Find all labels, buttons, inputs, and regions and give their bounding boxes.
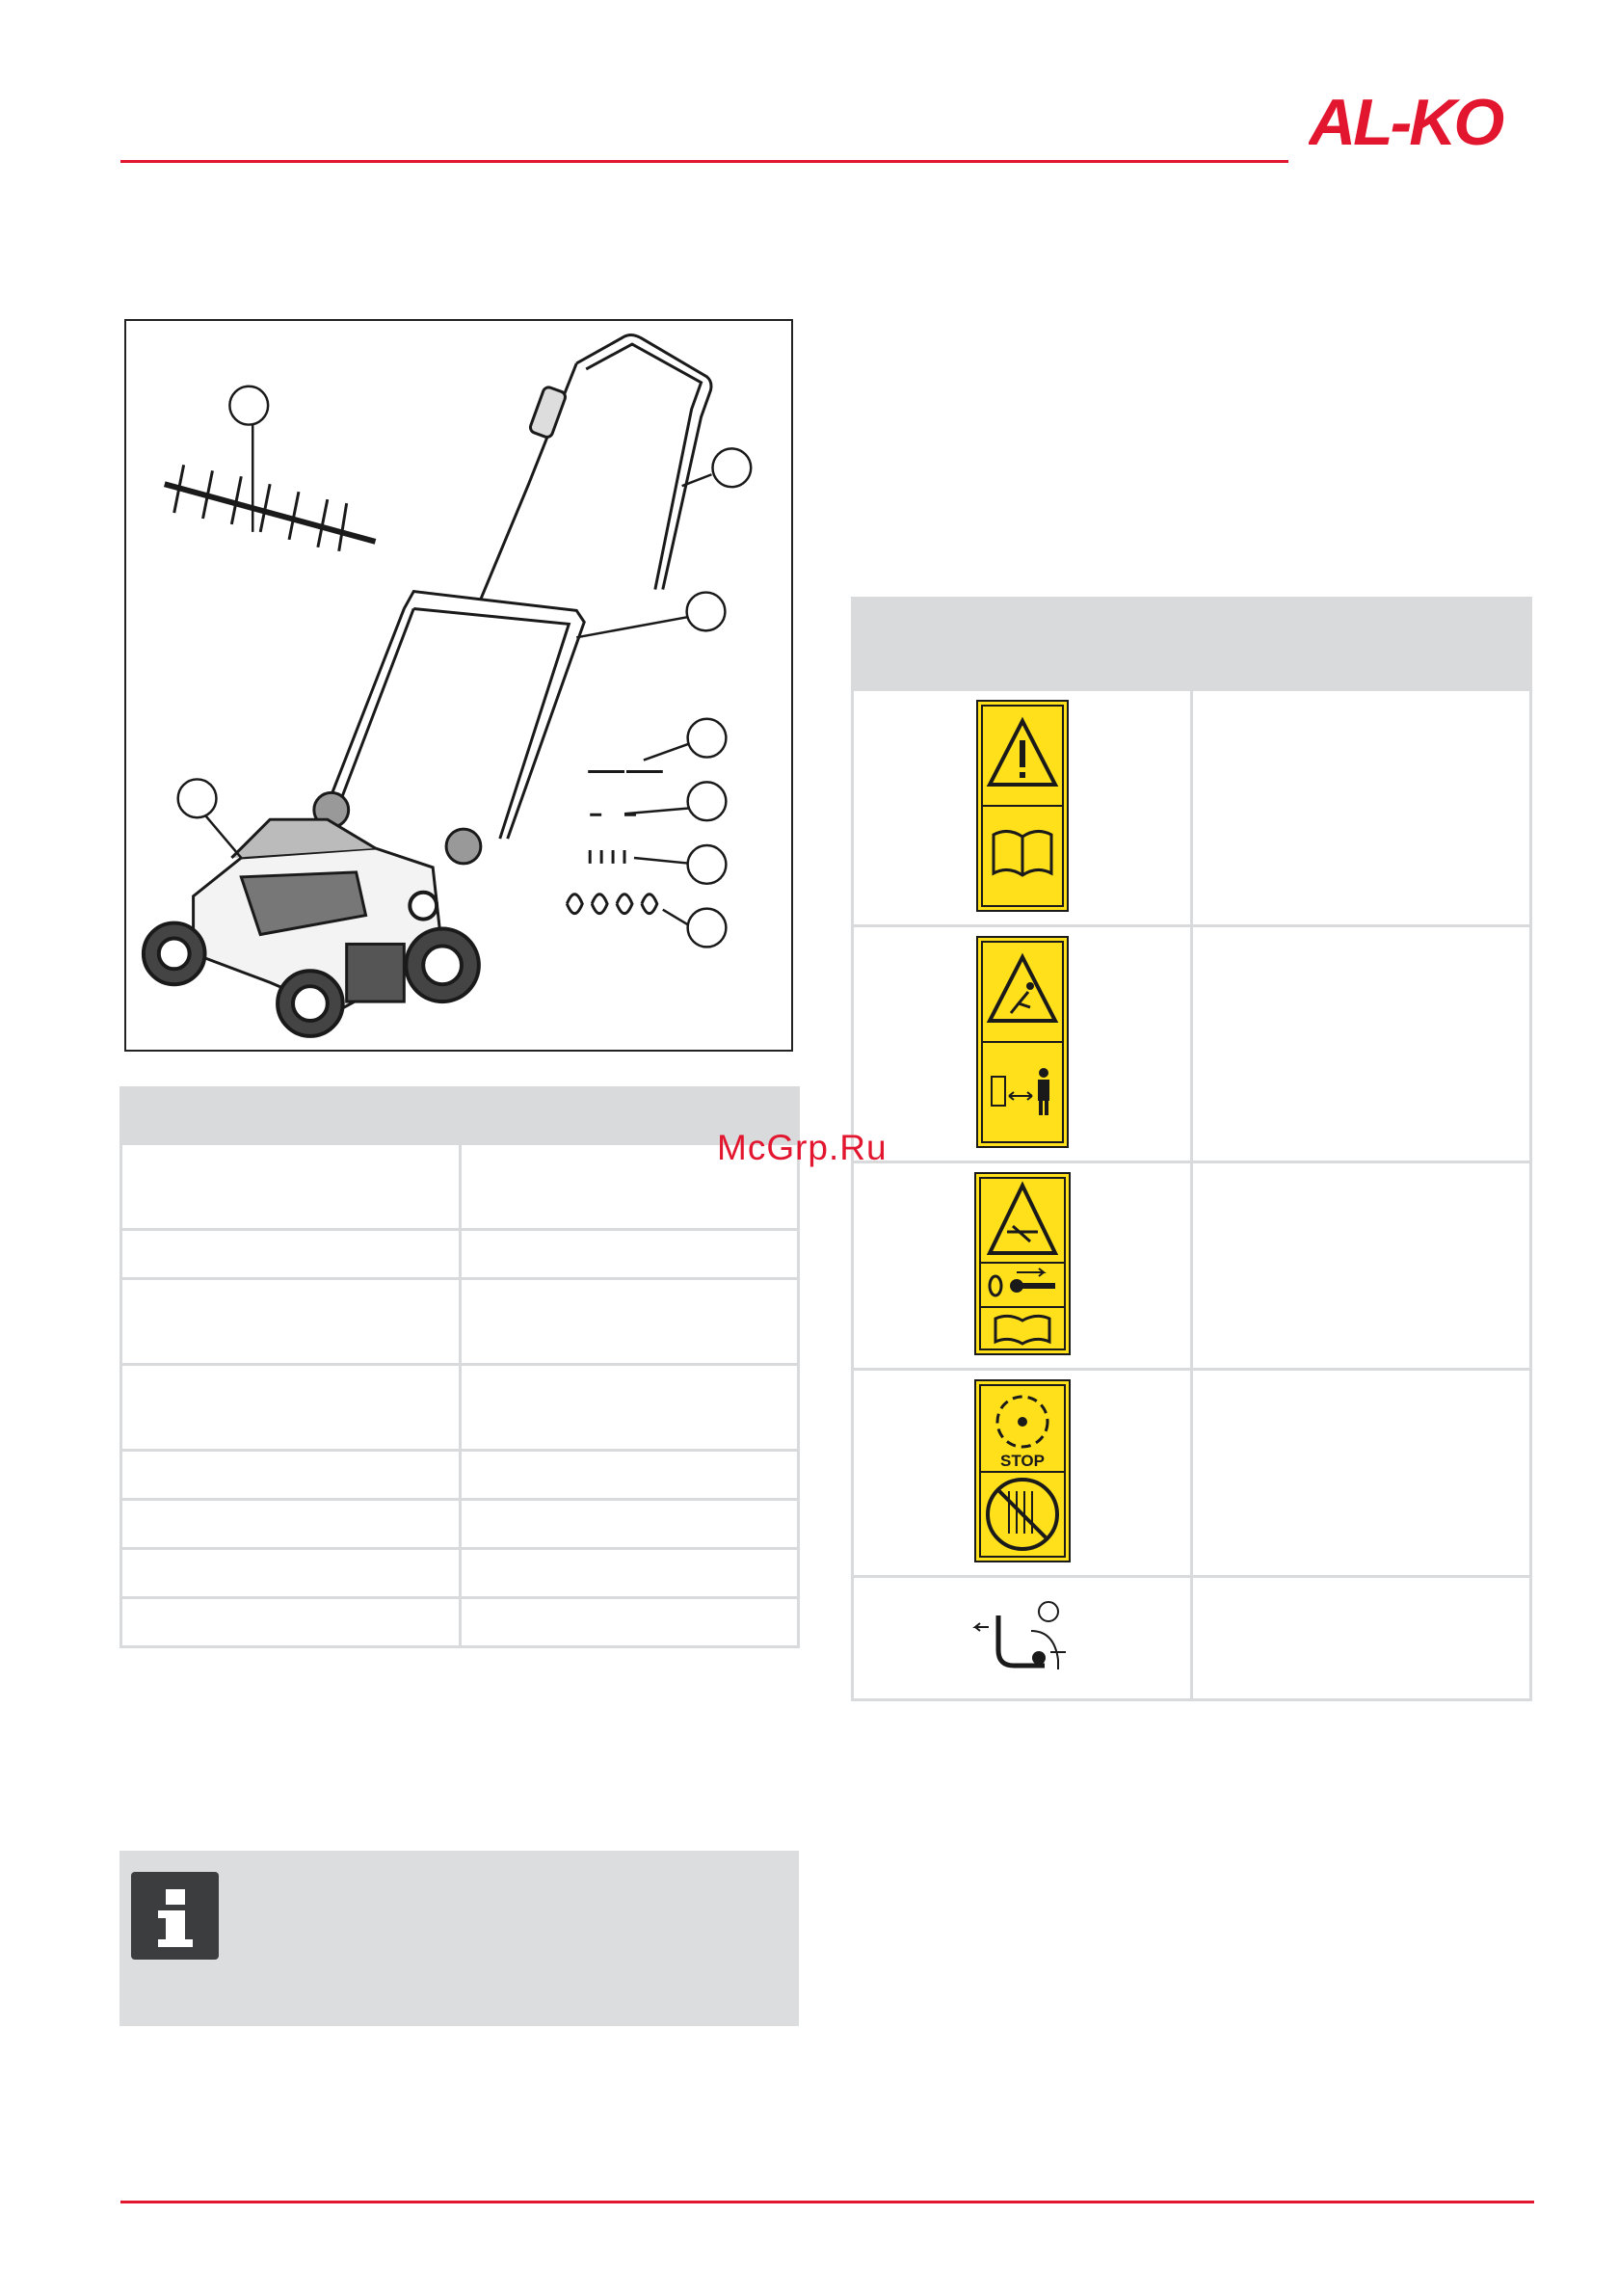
sign-meaning [1192,926,1531,1162]
table-row [121,1144,799,1230]
table-row [853,690,1531,926]
footer-rule [120,2201,1534,2203]
col-symbol-header [853,599,1192,690]
row-description [460,1365,799,1451]
table-row [853,1370,1531,1577]
table-row [853,1577,1531,1700]
info-note [119,1851,799,2026]
disconnect-plug-before-maintenance-icon [974,1172,1071,1355]
row-description [460,1230,799,1279]
watermark: McGrp.Ru [717,1128,888,1167]
cable-hook-strain-relief-icon [969,1592,1075,1679]
row-description [460,1549,799,1598]
table-row [121,1365,799,1451]
row-number [121,1279,461,1365]
alko-logo [1309,93,1532,152]
sign-meaning [1192,1370,1531,1577]
table-row [121,1451,799,1500]
col-meaning-header [1192,599,1531,690]
safety-signs-table [851,597,1532,1701]
col-number-header [121,1088,461,1144]
signs-table-header [853,599,1531,690]
row-number [121,1549,461,1598]
info-icon [131,1872,219,1960]
thrown-objects-keep-distance-icon [976,936,1069,1148]
row-number [121,1500,461,1549]
table-row [853,926,1531,1162]
table-row [121,1500,799,1549]
row-description [460,1451,799,1500]
table-row [121,1549,799,1598]
read-manual-warning-icon [976,700,1069,912]
parts-table [119,1086,800,1648]
header-rule [120,160,1288,163]
sign-meaning [1192,1162,1531,1370]
table-row [121,1598,799,1647]
row-description [460,1598,799,1647]
row-description [460,1279,799,1365]
row-number [121,1144,461,1230]
row-number [121,1365,461,1451]
parts-table-header [121,1088,799,1144]
sign-meaning [1192,690,1531,926]
table-row [853,1162,1531,1370]
table-row [121,1230,799,1279]
row-number [121,1598,461,1647]
sign-meaning [1192,1577,1531,1700]
logo-text: AL-KO [1309,93,1502,152]
parts-illustration [124,319,793,1052]
row-number [121,1230,461,1279]
row-description [460,1500,799,1549]
scarifier-drawing [126,321,791,1050]
stop-label: STOP [999,1451,1045,1470]
rotating-blades-stop-no-rain-icon [974,1379,1071,1562]
row-number [121,1451,461,1500]
table-row [121,1279,799,1365]
